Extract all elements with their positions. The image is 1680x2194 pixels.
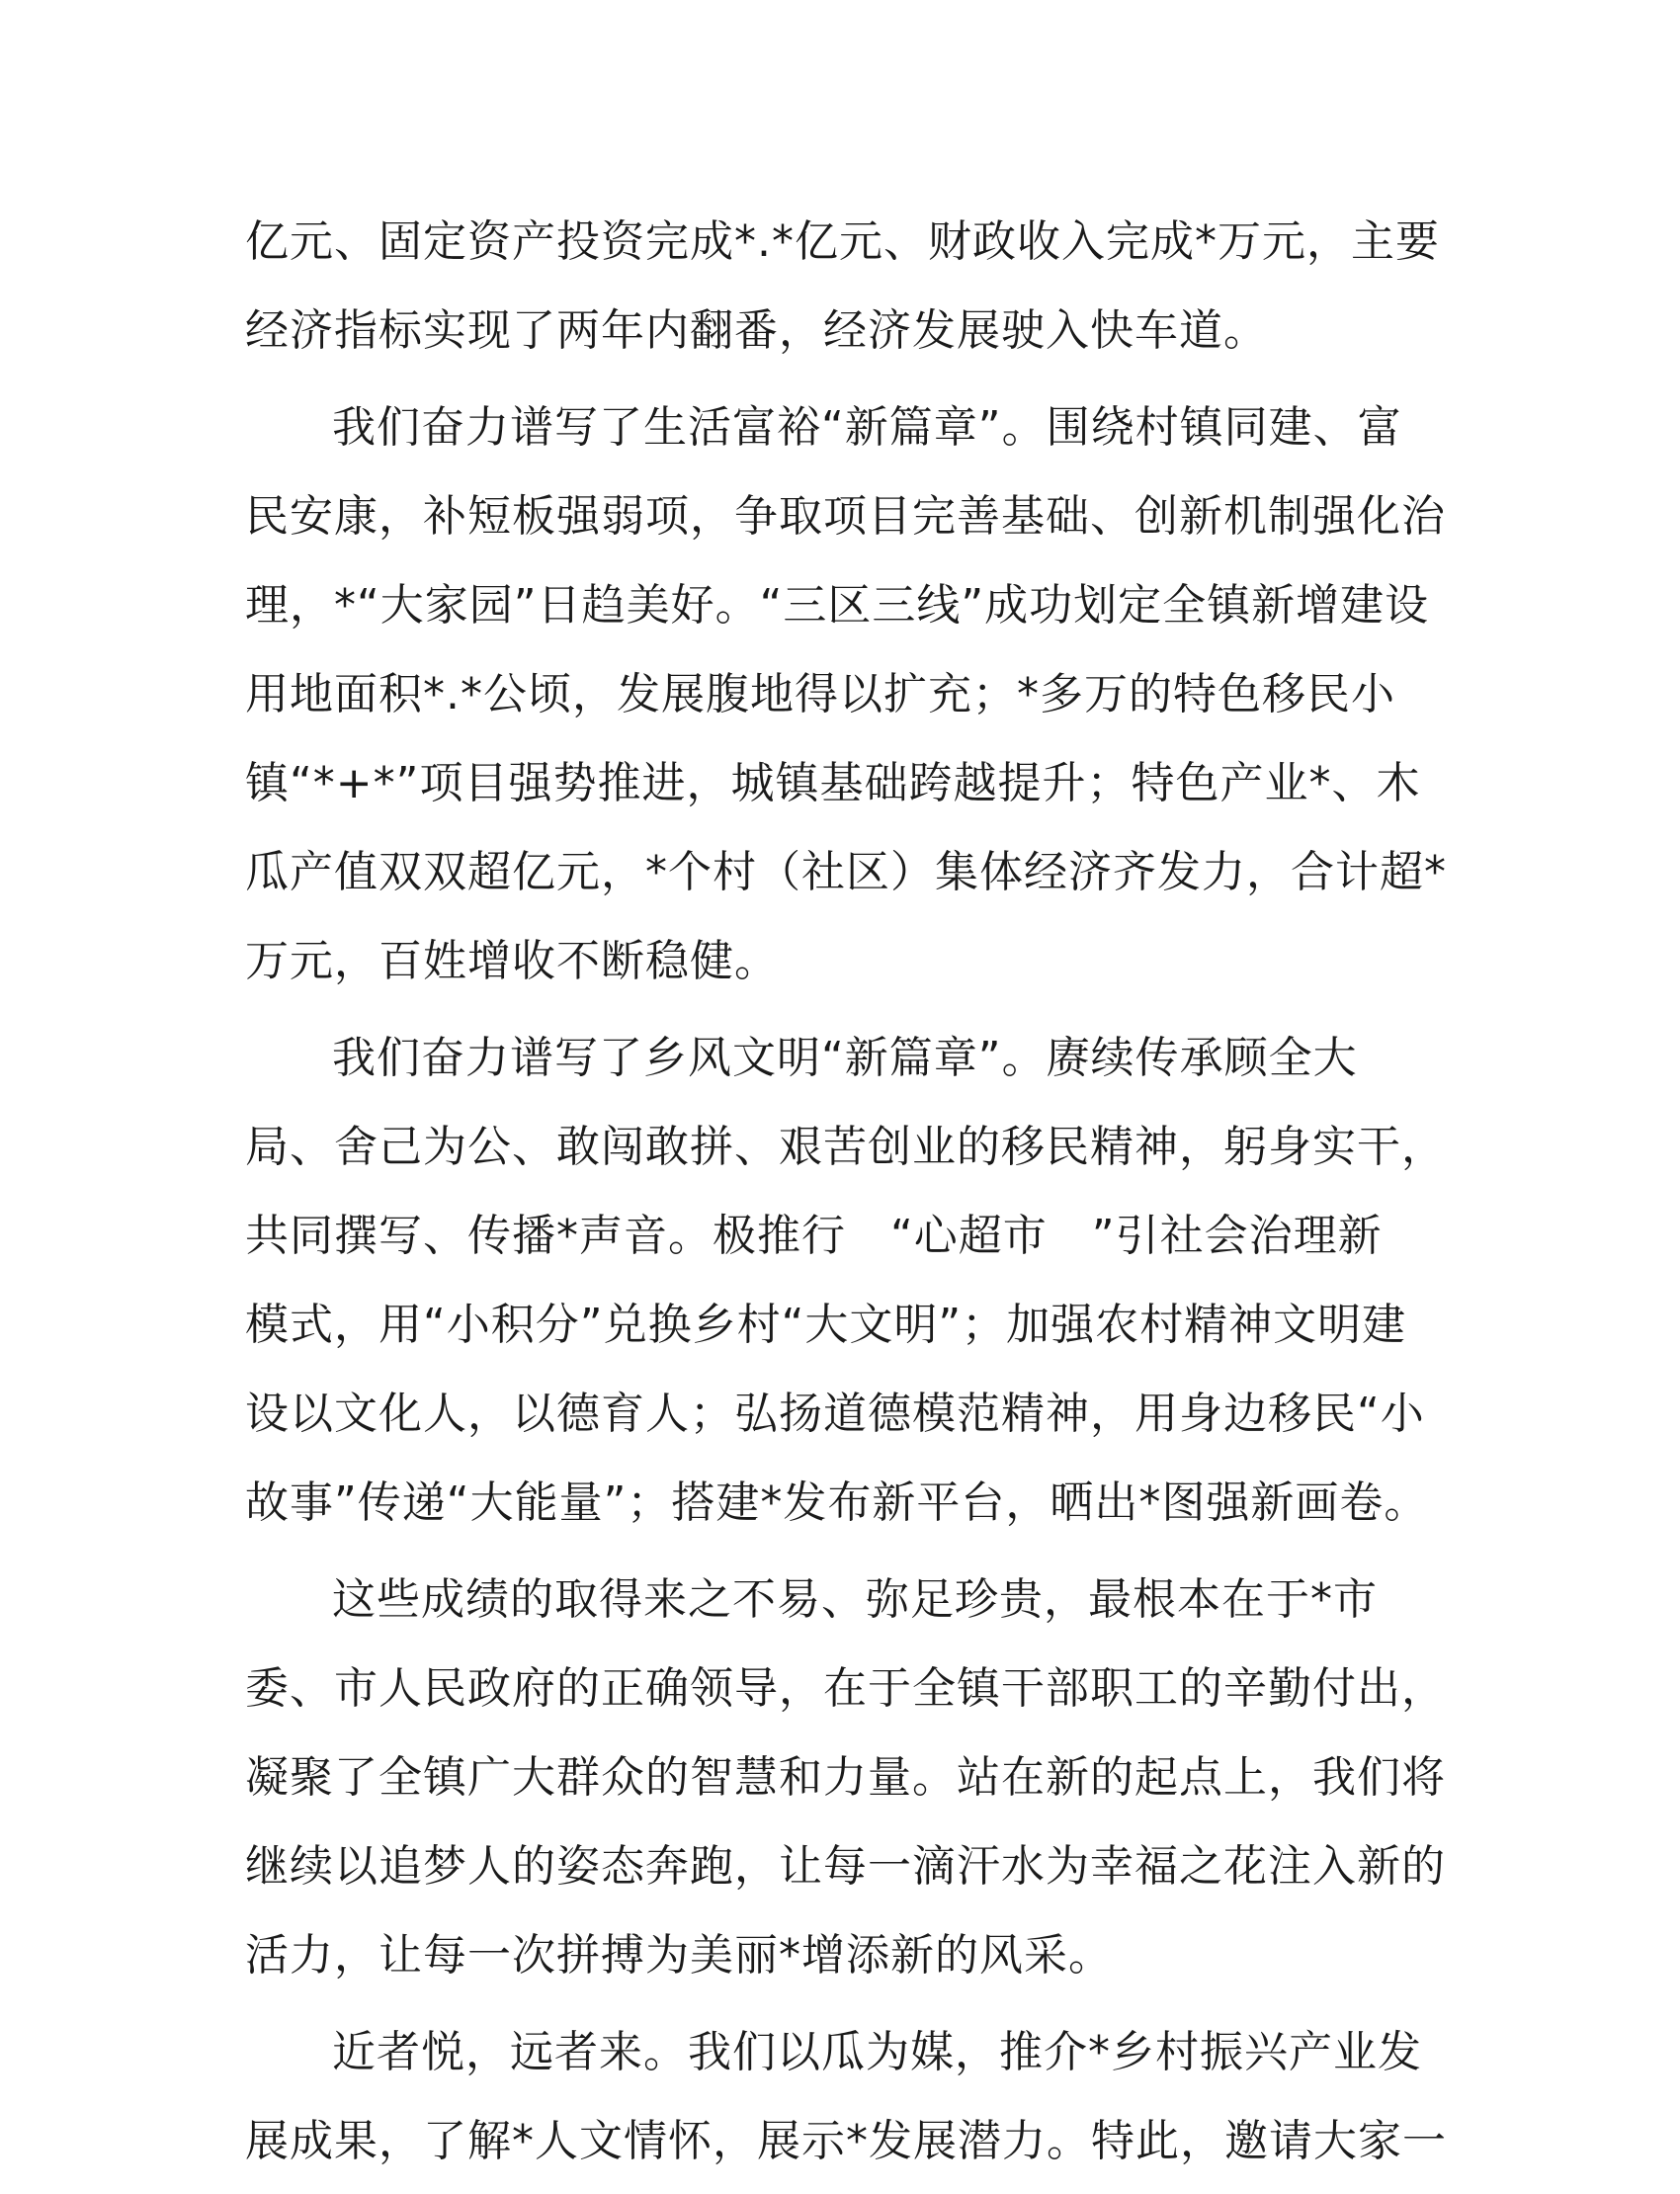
paragraph-5 [245,2008,1447,2186]
paragraph-3 [245,1014,1446,1548]
text-line: 设以文化人，以德育人；弘扬道德模范精神，用身边移民“小 [245,1389,1425,1439]
text-line: 这些成绩的取得来之不易、弥足珍贵，最根本在于*市 [332,1574,1378,1625]
text-line: 理，*“大家园”日趋美好。“三区三线”成功划定全镇新增建设 [245,580,1430,631]
text-line: 我们奋力谱写了生活富裕“新篇章”。围绕村镇同建、富 [332,402,1402,453]
text-line: 民安康，补短板强弱项，争取项目完善基础、创新机制强化治 [245,491,1446,542]
text-line: 用地面积*.*公顷，发展腹地得以扩充；*多万的特色移民小 [245,669,1395,719]
text-line: 共同撰写、传播*声音。极推行 “心超市 ”引社会治理新 [245,1211,1383,1261]
text-line: 瓜产值双双超亿元，*个村（社区）集体经济齐发力，合计超* [245,847,1447,897]
text-line: 局、舍己为公、敢闯敢拼、艰苦创业的移民精神，躬身实干， [245,1122,1446,1172]
text-line: 委、市人民政府的正确领导，在于全镇干部职工的辛勤付出， [245,1663,1446,1714]
text-line: 近者悦，远者来。我们以瓜为媒，推介*乡村振兴产业发 [332,2027,1422,2077]
text-line: 我们奋力谱写了乡风文明“新篇章”。赓续传承顾全大 [332,1033,1358,1083]
text-line: 展成果，了解*人文情怀，展示*发展潜力。特此，邀请大家一 [245,2116,1447,2166]
text-line: 万元，百姓增收不断稳健。 [245,936,779,986]
body-text [245,198,1447,2194]
text-line: 经济指标实现了两年内翻番，经济发展驶入快车道。 [245,305,1268,356]
paragraph-1 [245,198,1440,376]
text-line: 亿元、固定资产投资完成*.*亿元、财政收入完成*万元，主要 [245,216,1440,267]
paragraph-2 [245,383,1447,1006]
paragraph-4 [245,1556,1446,2000]
text-line: 镇“*+*”项目强势推进，城镇基础跨越提升；特色产业*、木 [245,758,1421,808]
text-line: 活力，让每一次拼搏为美丽*增添新的风采。 [245,1930,1113,1981]
text-line: 继续以追梦人的姿态奔跑，让每一滴汗水为幸福之花注入新的 [245,1841,1446,1892]
text-line: 模式，用“小积分”兑换乡村“大文明”；加强农村精神文明建 [245,1300,1407,1350]
text-line: 故事”传递“大能量”；搭建*发布新平台，晒出*图强新画卷。 [245,1477,1429,1528]
text-line: 凝聚了全镇广大群众的智慧和力量。站在新的起点上，我们将 [245,1752,1446,1803]
